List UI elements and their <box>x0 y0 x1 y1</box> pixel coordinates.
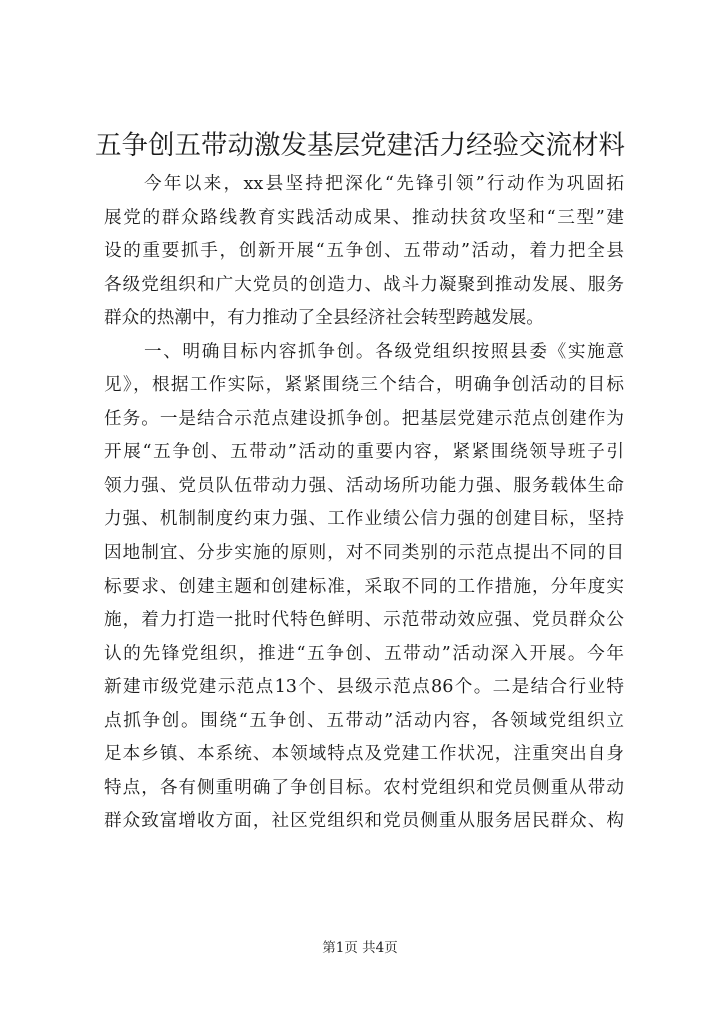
paragraph-1-line-2: 展党的群众路线教育实践活动成果、推动扶贫攻坚和“三型”建 <box>104 207 624 228</box>
paragraph-2-line-9: 施，着力打造一批时代特色鲜明、示范带动效应强、党员群众公 <box>104 610 624 631</box>
paragraph-1-line-3: 设的重要抓手，创新开展“五争创、五带动”活动，着力把全县 <box>104 241 624 262</box>
paragraph-2-line-8: 标要求、创建主题和创建标准，采取不同的工作措施，分年度实 <box>104 576 624 597</box>
paragraph-2-line-15: 群众致富增收方面，社区党组织和党员侧重从服务居民群众、构 <box>104 811 624 832</box>
paragraph-2-line-4: 开展“五争创、五带动”活动的重要内容，紧紧围绕领导班子引 <box>104 442 624 463</box>
paragraph-2-line-14: 特点，各有侧重明确了争创目标。农村党组织和党员侧重从带动 <box>104 777 624 798</box>
paragraph-2-line-3: 任务。一是结合示范点建设抓争创。把基层党建示范点创建作为 <box>104 408 624 429</box>
paragraph-1-line-4: 各级党组织和广大党员的创造力、战斗力凝聚到推动发展、服务 <box>104 274 624 295</box>
paragraph-2-line-13: 足本乡镇、本系统、本领域特点及党建工作状况，注重突出自身 <box>104 744 624 765</box>
paragraph-2-line-5: 领力强、党员队伍带动力强、活动场所功能力强、服务载体生命 <box>104 475 624 496</box>
document-title: 五争创五带动激发基层党建活力经验交流材料 <box>95 130 625 161</box>
page-number-footer: 第1页 共4页 <box>322 940 398 956</box>
paragraph-1-line-1: 今年以来，xx县坚持把深化“先锋引领”行动作为巩固拓 <box>144 174 624 194</box>
paragraph-1-line-5: 群众的热潮中，有力推动了全县经济社会转型跨越发展。 <box>104 308 544 329</box>
paragraph-2-line-12: 点抓争创。围绕“五争创、五带动”活动内容，各领域党组织立 <box>104 710 624 731</box>
paragraph-2-line-6: 力强、机制制度约束力强、工作业绩公信力强的创建目标，坚持 <box>104 509 624 530</box>
document-body <box>104 168 624 839</box>
paragraph-2-line-11: 新建市级党建示范点13个、县级示范点86个。二是结合行业特 <box>104 677 624 698</box>
paragraph-2-line-1: 一、明确目标内容抓争创。各级党组织按照县委《实施意 <box>144 341 624 362</box>
paragraph-2-line-7: 因地制宜、分步实施的原则，对不同类别的示范点提出不同的目 <box>104 543 624 564</box>
paragraph-2-line-10: 认的先锋党组织，推进“五争创、五带动”活动深入开展。今年 <box>104 643 624 664</box>
paragraph-2-line-2: 见》，根据工作实际，紧紧围绕三个结合，明确争创活动的目标 <box>104 375 624 396</box>
